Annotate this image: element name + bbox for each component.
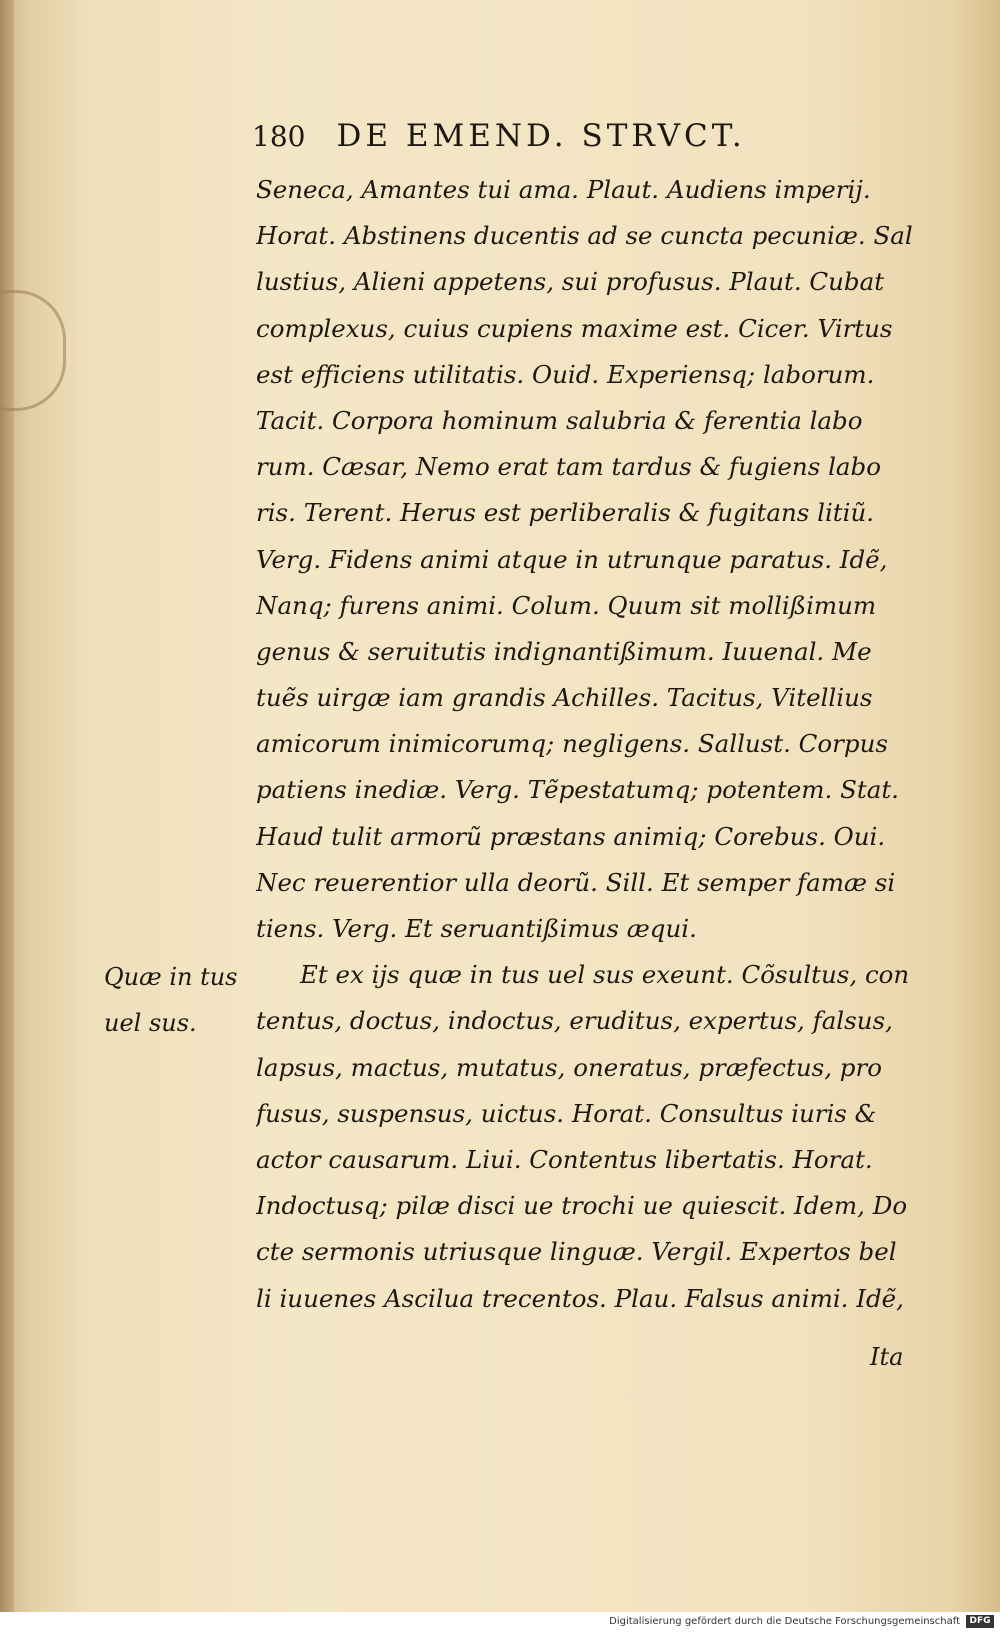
text-line: ris. Terent. Herus est perliberalis & fugitans litiũ. [256, 498, 875, 528]
text-line: Tacit. Corpora hominum salubria & ferentia labo [256, 405, 863, 435]
marginal-note-line: Quæ in tus [104, 963, 238, 991]
page-header [252, 118, 852, 154]
page-edge [0, 0, 14, 1612]
text-line: patiens inediæ. Verg. Tẽpestatumq; potentem. Stat. [256, 775, 899, 805]
text-line: Verg. Fidens animi atque in utrunque paratus. Idẽ, [256, 544, 888, 574]
text-line: Nanq; furens animi. Colum. Quum sit mollißimum [256, 590, 877, 620]
text-line: tuẽs uirgæ iam grandis Achilles. Tacitus, Vitellius [256, 683, 873, 713]
text-line: Indoctusq; pilæ disci ue trochi ue quiescit. Idem, Do [256, 1191, 908, 1221]
text-line: Horat. Abstinens ducentis ad se cuncta pecuniæ. Sal [256, 221, 913, 251]
funding-credit: Digitalisierung gefördert durch die Deutsche Forschungsgemeinschaft [609, 1616, 960, 1627]
text-line: actor causarum. Liui. Contentus libertatis. Horat. [256, 1144, 873, 1174]
text-line: lustius, Alieni appetens, sui profusus. Plaut. Cubat [256, 267, 885, 297]
marginal-note-line: uel sus. [104, 1009, 197, 1037]
text-line: tiens. Verg. Et seruantißimus æqui. [256, 914, 697, 943]
text-line: complexus, cuius cupiens maxime est. Cicer. Virtus [256, 313, 893, 343]
dfg-logo: DFG [966, 1615, 994, 1628]
text-line: li iuuenes Ascilua trecentos. Plau. Falsus animi. Idẽ, [256, 1283, 904, 1313]
page-number: 180 [252, 120, 306, 153]
text-line: cte sermonis utriusque linguæ. Vergil. Expertos bel [256, 1237, 897, 1267]
text-line: fusus, suspensus, uictus. Horat. Consultus iuris & [256, 1098, 877, 1128]
running-head: DE EMEND. STRVCT. [336, 118, 746, 154]
text-line: rum. Cæsar, Nemo erat tam tardus & fugiens labo [256, 452, 881, 482]
catchword: Ita [870, 1343, 904, 1371]
text-line: tentus, doctus, indoctus, eruditus, expertus, falsus, [256, 1006, 893, 1036]
text-line: amicorum inimicorumq; negligens. Sallust. Corpus [256, 729, 888, 759]
text-line: Seneca, Amantes tui ama. Plaut. Audiens imperij. [256, 175, 871, 204]
text-line: lapsus, mactus, mutatus, oneratus, præfectus, pro [256, 1052, 882, 1082]
paragraph-start-line: Et ex ijs quæ in tus uel sus exeunt. Cõsultus, con [300, 960, 910, 990]
text-line: genus & seruitutis indignantißimum. Iuuenal. Me [256, 636, 872, 666]
digitization-footer [0, 1612, 1000, 1632]
clasp-ring-shadow [0, 290, 66, 411]
text-line: est efficiens utilitatis. Ouid. Experiensq; laborum. [256, 359, 875, 389]
text-line: Haud tulit armorũ præstans animiq; Corebus. Oui. [256, 821, 886, 851]
marginal-note [104, 954, 254, 1046]
text-line: Nec reuerentior ulla deorũ. Sill. Et semper famæ si [256, 867, 896, 897]
body-text [256, 167, 956, 1322]
